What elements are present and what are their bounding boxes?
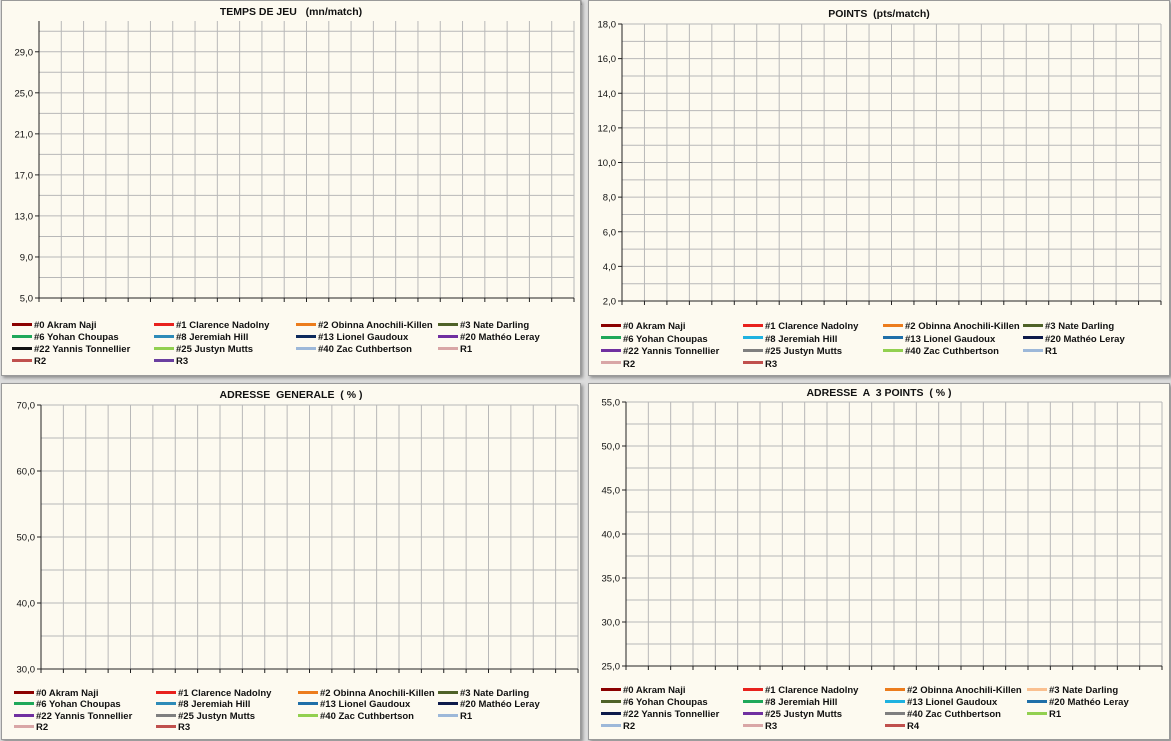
legend-label: #1 Clarence Nadolny [178,688,272,699]
legend-label: #2 Obinna Anochili-Killen [320,688,435,699]
legend-swatch [743,724,763,727]
legend-swatch [743,361,763,364]
y-tick-label: 25,0 [14,88,33,100]
legend-label: #13 Lionel Gaudoux [905,333,996,345]
legend-swatch [1023,349,1043,352]
legend-label: #3 Nate Darling [1045,321,1115,332]
legend-swatch [154,335,174,338]
legend-swatch [298,702,318,705]
legend-entry [156,699,250,711]
legend-swatch [438,714,458,717]
legend-swatch [601,688,621,691]
legend-label: R1 [460,710,473,722]
chart-title: POINTS (pts/match) [828,8,930,20]
legend-swatch [154,359,174,362]
legend-entry [156,711,255,723]
legend-swatch [885,712,905,715]
legend-label: #6 Yohan Choupas [34,332,119,343]
y-tick-label: 17,0 [14,170,33,182]
y-tick-label: 5,0 [19,293,33,305]
legend-swatch [743,712,763,715]
legend-swatch [743,700,763,703]
legend-entry [743,721,777,733]
legend-entry [601,334,708,346]
legend-label: #0 Akram Naji [623,685,686,696]
legend-entry [1027,709,1061,721]
legend-entry [601,709,719,721]
legend-label: #3 Nate Darling [460,688,530,699]
legend-entry [743,709,842,721]
legend-label: #3 Nate Darling [1049,685,1119,696]
legend-entry [601,346,719,358]
y-tick-label: 12,0 [597,123,616,135]
chart-title: ADRESSE A 3 POINTS ( % ) [806,387,952,399]
y-tick-label: 30,0 [601,617,620,629]
legend-label: R2 [34,356,47,367]
legend-entry [14,711,132,723]
y-tick-label: 60,0 [16,466,35,478]
legend-swatch [883,349,903,352]
chart-title: ADRESSE GENERALE ( % ) [219,389,363,401]
legend-label: R4 [907,721,920,732]
y-tick-label: 6,0 [602,227,616,239]
legend-swatch [885,700,905,703]
legend-entry [154,332,248,344]
legend-entry [601,697,708,709]
legend-label: #20 Mathéo Leray [1049,697,1129,708]
y-tick-label: 25,0 [601,661,620,673]
legend-entry [12,332,119,344]
legend-label: #40 Zac Cuthbertson [907,709,1001,720]
legend-label: #22 Yannis Tonnellier [34,344,131,355]
y-tick-label: 13,0 [14,211,33,223]
legend-entry [743,321,858,333]
legend-swatch [601,349,621,352]
legend-entry [438,320,529,332]
legend-label: #13 Lionel Gaudoux [320,699,411,711]
y-tick-label: 16,0 [597,54,616,66]
legend-entry [156,722,190,734]
chart-plot-area [2,1,580,375]
legend-entry [14,688,99,700]
legend-label: #2 Obinna Anochili-Killen [907,685,1022,696]
legend-entry [883,334,995,346]
legend-swatch [438,335,458,338]
y-tick-label: 14,0 [597,88,616,100]
legend-entry [12,356,46,368]
legend-swatch [14,702,34,705]
legend-entry [601,685,686,697]
legend-swatch [14,691,34,694]
chart-plot-area [589,1,1169,375]
legend-label: #0 Akram Naji [34,320,97,331]
legend-label: #1 Clarence Nadolny [765,321,859,332]
legend-swatch [298,691,318,694]
legend-swatch [12,323,32,326]
legend-entry [883,321,1020,333]
legend-entry [1027,685,1118,697]
chart-panel-points [588,0,1170,376]
legend-entry [154,356,188,368]
legend-label: #6 Yohan Choupas [36,699,121,711]
legend-swatch [296,323,316,326]
y-tick-label: 40,0 [16,598,35,610]
legend-swatch [1027,688,1047,691]
legend-entry [438,344,472,356]
legend-label: R1 [460,344,473,355]
y-tick-label: 18,0 [597,19,616,31]
legend-entry [743,697,837,709]
legend-label: #6 Yohan Choupas [623,697,708,708]
legend-entry [298,688,435,700]
legend-entry [883,346,999,358]
legend-swatch [438,347,458,350]
legend-entry [298,699,410,711]
legend-entry [14,722,48,734]
legend-entry [1023,334,1125,346]
legend-label: R3 [176,356,189,367]
legend-entry [743,334,837,346]
legend-swatch [296,347,316,350]
legend-entry [1023,321,1114,333]
legend-label: #22 Yannis Tonnellier [36,710,133,722]
legend-label: R1 [1045,346,1058,357]
legend-swatch [298,714,318,717]
legend-entry [156,688,271,700]
legend-swatch [1023,324,1043,327]
legend-swatch [601,336,621,339]
y-tick-label: 40,0 [601,529,620,541]
legend-entry [885,697,997,709]
legend-swatch [601,712,621,715]
legend-label: R2 [623,721,636,732]
legend-label: #2 Obinna Anochili-Killen [318,320,433,331]
chart-title: TEMPS DE JEU (mn/match) [219,6,363,18]
legend-entry [885,709,1001,721]
legend-swatch [883,324,903,327]
legend-label: #1 Clarence Nadolny [765,685,859,696]
legend-label: R2 [36,721,49,733]
y-tick-label: 10,0 [597,158,616,169]
legend-swatch [743,688,763,691]
y-tick-label: 55,0 [601,397,620,409]
legend-label: #3 Nate Darling [460,320,530,331]
legend-swatch [12,359,32,362]
legend-label: #8 Jeremiah Hill [176,332,249,343]
legend-label: #2 Obinna Anochili-Killen [905,321,1020,332]
legend-label: #6 Yohan Choupas [623,333,708,345]
legend-swatch [601,724,621,727]
legend-label: #40 Zac Cuthbertson [318,344,412,355]
y-tick-label: 45,0 [601,485,620,497]
legend-entry [743,685,858,697]
legend-entry [14,699,121,711]
legend-label: #8 Jeremiah Hill [765,333,838,345]
legend-entry [296,332,408,344]
legend-entry [1027,697,1129,709]
legend-swatch [883,336,903,339]
legend-swatch [12,335,32,338]
y-tick-label: 21,0 [14,129,33,141]
legend-label: #40 Zac Cuthbertson [905,346,999,357]
legend-label: #0 Akram Naji [623,321,686,332]
legend-swatch [12,347,32,350]
legend-entry [601,359,635,371]
chart-panel-adresse-3-points [588,383,1170,740]
legend-swatch [438,323,458,326]
y-tick-label: 50,0 [601,441,620,453]
legend-label: #40 Zac Cuthbertson [320,710,414,722]
legend-label: #25 Justyn Mutts [765,346,843,357]
legend-label: #20 Mathéo Leray [460,699,540,711]
legend-swatch [14,714,34,717]
legend-label: #1 Clarence Nadolny [176,320,270,331]
legend-swatch [601,700,621,703]
legend-entry [154,344,253,356]
legend-entry [438,699,540,711]
legend-swatch [154,347,174,350]
legend-swatch [743,349,763,352]
legend-swatch [438,691,458,694]
legend-entry [298,711,414,723]
legend-swatch [296,335,316,338]
legend-entry [743,346,842,358]
legend-entry [601,721,635,733]
y-tick-label: 4,0 [602,261,616,273]
legend-swatch [154,323,174,326]
legend-entry [438,711,472,723]
legend-entry [438,332,540,344]
legend-label: R3 [765,721,778,732]
legend-entry [743,359,777,371]
legend-entry [154,320,269,332]
y-tick-label: 50,0 [16,532,35,544]
legend-entry [296,320,433,332]
legend-entry [885,721,919,733]
legend-label: R3 [765,358,778,370]
legend-label: #25 Justyn Mutts [765,709,843,720]
legend-label: #20 Mathéo Leray [1045,333,1125,345]
legend-entry [1023,346,1057,358]
legend-label: #22 Yannis Tonnellier [623,709,720,720]
legend-swatch [156,725,176,728]
y-tick-label: 8,0 [602,192,616,204]
legend-swatch [438,702,458,705]
legend-label: #0 Akram Naji [36,688,99,699]
chart-panel-adresse-generale [1,383,581,740]
legend-entry [12,344,130,356]
legend-entry [438,688,529,700]
y-tick-label: 30,0 [16,664,35,676]
legend-label: #25 Justyn Mutts [176,344,254,355]
legend-swatch [14,725,34,728]
legend-swatch [156,714,176,717]
legend-entry [296,344,412,356]
y-tick-label: 29,0 [14,47,33,59]
legend-label: #22 Yannis Tonnellier [623,346,720,357]
legend-swatch [1027,712,1047,715]
legend-swatch [156,691,176,694]
legend-label: #13 Lionel Gaudoux [907,697,998,708]
y-tick-label: 70,0 [16,400,35,412]
chart-panel-temps-de-jeu [1,0,581,376]
legend-label: #13 Lionel Gaudoux [318,332,409,343]
chart-plot-area [2,384,580,739]
legend-label: #8 Jeremiah Hill [765,697,838,708]
y-tick-label: 2,0 [602,296,616,308]
legend-label: R2 [623,358,636,370]
y-tick-label: 35,0 [601,573,620,585]
legend-entry [601,321,686,333]
legend-swatch [743,324,763,327]
legend-swatch [743,336,763,339]
legend-label: #25 Justyn Mutts [178,710,256,722]
legend-entry [12,320,97,332]
legend-swatch [1027,700,1047,703]
legend-label: #8 Jeremiah Hill [178,699,251,711]
legend-label: R3 [178,721,191,733]
legend-label: #20 Mathéo Leray [460,332,540,343]
legend-swatch [601,324,621,327]
legend-swatch [885,724,905,727]
legend-entry [885,685,1022,697]
legend-swatch [1023,336,1043,339]
legend-label: R1 [1049,709,1062,720]
legend-swatch [156,702,176,705]
legend-swatch [601,361,621,364]
y-tick-label: 9,0 [19,252,33,264]
legend-swatch [885,688,905,691]
